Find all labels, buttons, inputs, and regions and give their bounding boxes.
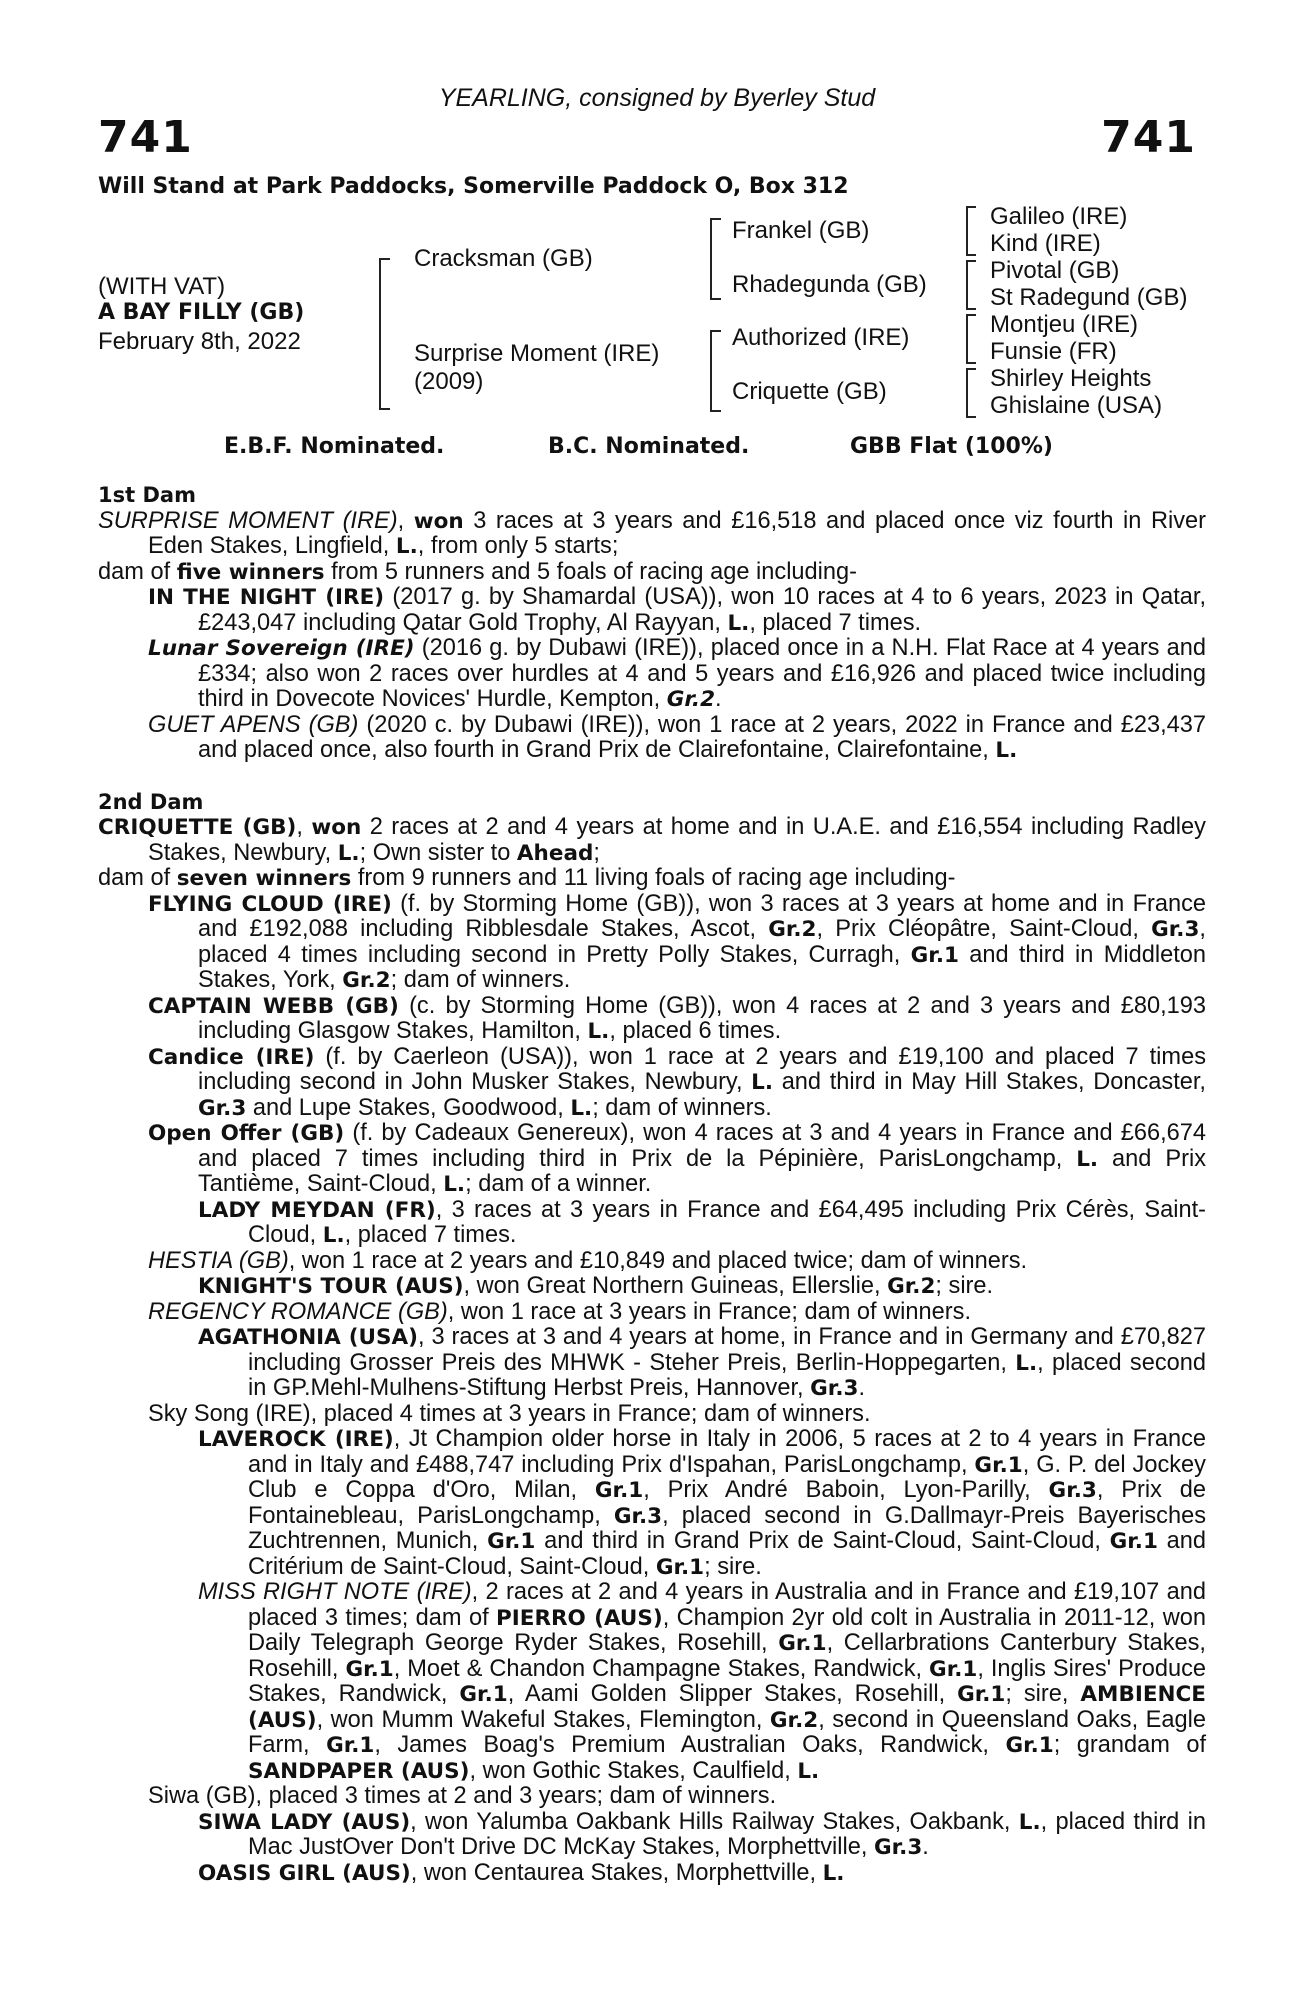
foaling-date: February 8th, 2022 <box>98 328 301 355</box>
bold-text-run: SIWA LADY (AUS) <box>198 1809 411 1835</box>
bold-text-run: KNIGHT'S TOUR (AUS) <box>198 1274 464 1299</box>
bold-text-run: CAPTAIN WEBB (GB) <box>148 993 399 1019</box>
text-run: , 2 races at 2 and 4 years in Australia and in France and £19,107 and placed 3 times; dam of <box>248 1579 1206 1631</box>
text-run: and third in Grand Prix de Saint-Cloud, Saint-Cloud, <box>535 1528 1110 1554</box>
bold-text-run: PIERRO (AUS) <box>496 1605 663 1631</box>
dam-sire: Authorized (IRE) <box>732 324 910 351</box>
italic-text-run: GUET APENS (GB) <box>148 711 359 738</box>
text-run: , placed second in G.Dallmayr-Preis Bayerisches Zuchtrennen, Munich, <box>248 1502 1206 1554</box>
bold-italic-text-run: Lunar Sovereign (IRE) <box>148 636 415 661</box>
text-run: , Jt Champion older horse in Italy in 2006, 5 races at 2 to 4 years in France and in Italy and £488,747 including Prix d'Ispahan, ParisLongchamp, <box>248 1426 1207 1478</box>
text-run: dam of <box>98 865 177 891</box>
text-run: ; grandam of <box>1053 1732 1207 1758</box>
bold-text-run: L. <box>797 1758 820 1784</box>
text-run: ; dam of a winner. <box>465 1171 652 1197</box>
grandproduce-entry <box>98 1325 1206 1402</box>
text-run: , Prix Cléopâtre, Saint-Cloud, <box>816 916 1152 942</box>
bold-text-run: IN THE NIGHT (IRE) <box>148 585 385 610</box>
bold-text-run: Gr.3 <box>613 1503 663 1529</box>
bold-italic-text-run: Gr.2 <box>666 687 716 712</box>
bold-text-run: Gr.1 <box>957 1682 1006 1707</box>
bold-text-run: won <box>311 815 362 840</box>
grandsire-bracket-3 <box>966 314 976 364</box>
dam-dam: Criquette (GB) <box>732 378 887 405</box>
bold-text-run: LAVEROCK (IRE) <box>198 1427 394 1452</box>
bold-text-run: Gr.1 <box>974 1452 1023 1478</box>
bold-text-run: Open Offer (GB) <box>148 1121 345 1146</box>
bold-text-run: Gr.1 <box>1109 1529 1158 1554</box>
bold-text-run: L. <box>1018 1809 1041 1835</box>
text-run: , won Gothic Stakes, Caulfield, <box>469 1757 798 1784</box>
bold-text-run: CRIQUETTE (GB) <box>98 815 297 840</box>
bold-text-run: Gr.1 <box>345 1656 394 1682</box>
grandproduce-entry <box>98 1274 1206 1300</box>
text-run: , placed 7 times. <box>344 1222 517 1248</box>
text-run: 2 races at 2 and 4 years at home and in U.A.E. and £16,554 including Radley Stakes, Newbury, <box>148 814 1206 866</box>
gbb-flat: GBB Flat (100%) <box>850 434 1053 459</box>
text-run: , Inglis Sires' Produce Stakes, Randwick, <box>248 1655 1207 1707</box>
text-run: , 3 races at 3 years in France and £64,495 including Prix Cérès, Saint-Cloud, <box>248 1196 1207 1248</box>
text-run: , placed 6 times. <box>609 1018 782 1044</box>
text-run: and Lupe Stakes, Goodwood, <box>246 1094 571 1121</box>
text-run: (2017 g. by Shamardal (USA)), won 10 races at 4 to 6 years, 2023 in Qatar, £243,047 including Qatar Gold Trophy, Al Rayyan, <box>198 584 1206 636</box>
great-granddam-2: St Radegund (GB) <box>990 284 1188 311</box>
produce-entry <box>98 994 1206 1045</box>
produce-entry <box>98 1121 1206 1198</box>
italic-text-run: REGENCY ROMANCE (GB) <box>148 1298 448 1325</box>
produce-entry <box>98 892 1206 994</box>
text-run: , Cellarbrations Canterbury Stakes, Rosehill, <box>248 1630 1206 1682</box>
produce-entry <box>98 636 1206 713</box>
produce-entry <box>98 585 1206 636</box>
text-run: , won Yalumba Oakbank Hills Railway Stakes, Oakbank, <box>410 1808 1019 1835</box>
bold-text-run: seven winners <box>176 866 352 891</box>
text-run: , won 1 race at 3 years in France; dam of winners. <box>447 1298 971 1325</box>
grandsire-bracket-2 <box>966 260 976 310</box>
text-run: ; sire, <box>1005 1681 1081 1707</box>
produce-entry <box>98 1784 1206 1810</box>
text-run: ; dam of winners. <box>390 967 571 993</box>
text-run: , won Great Northern Guineas, Ellerslie, <box>463 1273 888 1299</box>
grandproduce-entry <box>98 1580 1206 1784</box>
bold-text-run: Gr.1 <box>1005 1733 1054 1758</box>
bold-text-run: Gr.2 <box>887 1274 936 1299</box>
sire-line-bracket <box>710 218 721 300</box>
lot-number-right: 741 <box>1101 112 1196 163</box>
bold-text-run: LADY MEYDAN (FR) <box>198 1197 436 1223</box>
bc-nomination: B.C. Nominated. <box>548 434 750 459</box>
bold-text-run: Gr.1 <box>929 1656 978 1682</box>
section-gap <box>98 764 1206 788</box>
bold-text-run: Gr.3 <box>198 1095 247 1121</box>
produce-entry <box>98 713 1206 764</box>
bold-text-run: Gr.3 <box>1151 917 1200 942</box>
grandproduce-entry <box>98 1861 1206 1887</box>
lot-number-left: 741 <box>98 112 193 163</box>
bold-text-run: Gr.1 <box>655 1554 705 1580</box>
bold-text-run: Gr.2 <box>768 917 817 942</box>
text-run: . <box>858 1375 866 1401</box>
text-run: ; <box>593 839 600 866</box>
great-granddam-3: Funsie (FR) <box>990 338 1117 365</box>
text-run: , won 1 race at 2 years and £10,849 and placed twice; dam of winners. <box>288 1247 1028 1274</box>
first-dam-produce-summary <box>98 560 1206 586</box>
text-run: (f. by Cadeaux Genereux), won 4 races at 3 and 4 years in France and £66,674 and placed 7 times including third in Prix de la Pépinière, ParisLongchamp, <box>198 1120 1206 1172</box>
bold-text-run: L. <box>570 1095 593 1121</box>
sire-dam-bracket <box>379 258 390 410</box>
bold-text-run: AGATHONIA (USA) <box>198 1325 418 1350</box>
text-run: and Prix Tantième, Saint-Cloud, <box>198 1145 1207 1197</box>
text-run: ; sire. <box>704 1553 762 1580</box>
bold-text-run: L. <box>751 1070 774 1095</box>
text-run: , won Mumm Wakeful Stakes, Flemington, <box>316 1706 770 1733</box>
text-run: , placed 7 times. <box>749 609 922 636</box>
text-run: , won Centaurea Stakes, Morphettville, <box>410 1859 823 1886</box>
great-grandsire-4: Shirley Heights <box>990 365 1152 392</box>
bold-text-run: Gr.1 <box>910 942 959 968</box>
great-grandsire-1: Galileo (IRE) <box>990 203 1128 230</box>
text-run: , <box>397 507 414 534</box>
text-run: ; dam of winners. <box>592 1094 772 1121</box>
bold-text-run: AMBIENCE (AUS) <box>248 1682 1206 1733</box>
text-run: ; sire. <box>935 1273 994 1299</box>
second-dam-produce-summary <box>98 866 1206 892</box>
first-dam-heading: 1st Dam <box>98 483 196 507</box>
dam-line-bracket <box>710 330 721 412</box>
dam: Surprise Moment (IRE) <box>414 340 660 367</box>
bold-text-run: L. <box>587 1019 610 1044</box>
bold-text-run: Gr.3 <box>810 1376 859 1401</box>
italic-text-run: SURPRISE MOMENT (IRE) <box>98 507 398 534</box>
italic-text-run: MISS RIGHT NOTE (IRE) <box>198 1579 472 1605</box>
bold-text-run: Gr.2 <box>342 968 391 993</box>
produce-entry <box>98 1249 1206 1275</box>
first-dam-record <box>98 509 1206 560</box>
bold-text-run: L. <box>322 1223 345 1248</box>
text-run: , Moet & Chandon Champagne Stakes, Randwick, <box>393 1655 930 1682</box>
vat-note: (WITH VAT) <box>98 273 226 300</box>
text-run: , placed third in Mac JustOver Don't Drive DC McKay Stakes, Morphettville, <box>248 1808 1206 1860</box>
sire-dam: Rhadegunda (GB) <box>732 271 927 298</box>
consignment-subtitle: YEARLING, consigned by Byerley Stud <box>438 84 876 112</box>
text-run: , second in Queensland Oaks, Eagle Farm, <box>248 1706 1207 1758</box>
text-run: dam of <box>98 558 177 585</box>
pedigree-catalogue-body <box>98 481 1206 1886</box>
text-run: Sky Song (IRE), placed 4 times at 3 years in France; dam of winners. <box>148 1400 871 1427</box>
text-run: , Champion 2yr old colt in Australia in 2011-12, won Daily Telegraph George Ryder Stakes, Rosehill, <box>248 1604 1207 1656</box>
bold-text-run: Candice (IRE) <box>148 1044 315 1070</box>
bold-text-run: OASIS GIRL (AUS) <box>198 1860 411 1886</box>
bold-text-run: Gr.1 <box>487 1529 536 1554</box>
text-run: , placed second in GP.Mehl-Mulhens-Stiftung Herbst Preis, Hannover, <box>248 1349 1206 1401</box>
bold-text-run: Gr.1 <box>594 1478 644 1503</box>
sire: Cracksman (GB) <box>414 245 593 272</box>
great-grandsire-3: Montjeu (IRE) <box>990 311 1139 338</box>
sire-sire: Frankel (GB) <box>732 217 870 244</box>
text-run: from 5 runners and 5 foals of racing age including- <box>324 558 858 585</box>
ebf-nomination: E.B.F. Nominated. <box>224 434 445 459</box>
text-run: (2020 c. by Dubawi (IRE)), won 1 race at 2 years, 2022 in France and £23,437 and placed once, also fourth in Grand Prix de Clairefontaine, Clairefontaine, <box>198 711 1206 763</box>
second-dam-heading: 2nd Dam <box>98 789 204 814</box>
bold-text-run: L. <box>443 1172 466 1197</box>
text-run: , from only 5 starts; <box>417 533 619 559</box>
grandproduce-entry <box>98 1198 1206 1249</box>
great-grandsire-2: Pivotal (GB) <box>990 257 1120 284</box>
text-run: , James Boag's Premium Australian Oaks, Randwick, <box>374 1732 1006 1758</box>
stabling-location: Will Stand at Park Paddocks, Somerville Paddock O, Box 312 <box>98 174 849 199</box>
grandsire-bracket-1 <box>966 206 976 256</box>
bold-text-run: five winners <box>176 559 325 585</box>
bold-text-run: L. <box>337 840 360 866</box>
bold-text-run: FLYING CLOUD (IRE) <box>148 891 392 917</box>
produce-entry <box>98 1045 1206 1122</box>
text-run: , Prix André Baboin, Lyon-Parilly, <box>643 1477 1049 1503</box>
bold-text-run: Gr.1 <box>326 1733 375 1758</box>
produce-entry <box>98 1402 1206 1428</box>
bold-text-run: L. <box>395 534 418 559</box>
bold-text-run: L. <box>727 610 750 636</box>
text-run: (f. by Caerleon (USA)), won 1 race at 2 years and £19,100 and placed 7 times including second in John Musker Stakes, Newbury, <box>198 1043 1206 1095</box>
bold-text-run: L. <box>822 1860 845 1886</box>
great-granddam-4: Ghislaine (USA) <box>990 392 1163 419</box>
text-run: ; Own sister to <box>359 839 517 866</box>
bold-text-run: Gr.1 <box>778 1631 827 1656</box>
bold-text-run: Gr.3 <box>873 1835 923 1860</box>
bold-text-run: won <box>413 508 464 534</box>
text-run: Siwa (GB), placed 3 times at 2 and 3 years; dam of winners. <box>148 1783 777 1809</box>
bold-text-run: L. <box>1015 1350 1038 1376</box>
grandsire-bracket-4 <box>966 368 976 418</box>
text-run: . <box>922 1834 929 1860</box>
bold-text-run: L. <box>1076 1146 1099 1172</box>
text-run: , Aami Golden Slipper Stakes, Rosehill, <box>507 1681 958 1707</box>
text-run: 3 races at 3 years and £16,518 and placed once viz fourth in River Eden Stakes, Lingfield, <box>148 507 1206 559</box>
text-run: and third in May Hill Stakes, Doncaster, <box>773 1069 1206 1095</box>
italic-text-run: HESTIA (GB) <box>148 1247 289 1274</box>
text-run: , <box>296 814 312 840</box>
text-run: from 9 runners and 11 living foals of racing age including- <box>351 865 956 891</box>
text-run: , G. P. del Jockey Club e Coppa d'Oro, Milan, <box>248 1451 1206 1503</box>
text-run: , placed 4 times including second in Pretty Polly Stakes, Curragh, <box>198 916 1206 968</box>
text-run: (c. by Storming Home (GB)), won 4 races at 2 and 3 years and £80,193 including Glasgow Stakes, Hamilton, <box>198 992 1206 1044</box>
grandproduce-entry <box>98 1427 1206 1580</box>
text-run: , 3 races at 3 and 4 years at home, in France and in Germany and £70,827 including Grosser Preis des MHWK - Steher Preis, Berlin-Hoppegarten, <box>248 1324 1207 1376</box>
bold-text-run: Ahead <box>516 840 594 866</box>
grandproduce-entry <box>98 1810 1206 1861</box>
produce-entry <box>98 1300 1206 1326</box>
second-dam-record <box>98 815 1206 866</box>
text-run: . <box>715 686 722 712</box>
bold-text-run: Gr.3 <box>1048 1478 1097 1503</box>
bold-text-run: Gr.1 <box>459 1682 508 1707</box>
bold-text-run: L. <box>995 738 1018 763</box>
text-run: and Critérium de Saint-Cloud, Saint-Cloud, <box>248 1528 1206 1580</box>
text-run: (2016 g. by Dubawi (IRE)), placed once in a N.H. Flat Race at 4 years and £334; also won 2 races over hurdles at 4 and 5 years and £16,926 and placed twice including third in Dovecote Novices' Hurdle, Kempton, <box>198 635 1207 712</box>
text-run: and third in Middleton Stakes, York, <box>198 941 1206 993</box>
text-run: , Prix de Fontainebleau, ParisLongchamp, <box>248 1477 1206 1529</box>
horse-name: A BAY FILLY (GB) <box>98 300 305 325</box>
great-granddam-1: Kind (IRE) <box>990 230 1101 257</box>
text-run: (f. by Storming Home (GB)), won 3 races at 3 years at home and in France and £192,088 including Ribblesdale Stakes, Ascot, <box>198 890 1207 942</box>
bold-text-run: Gr.2 <box>769 1707 819 1733</box>
dam-year: (2009) <box>414 368 484 395</box>
bold-text-run: SANDPAPER (AUS) <box>248 1758 470 1784</box>
